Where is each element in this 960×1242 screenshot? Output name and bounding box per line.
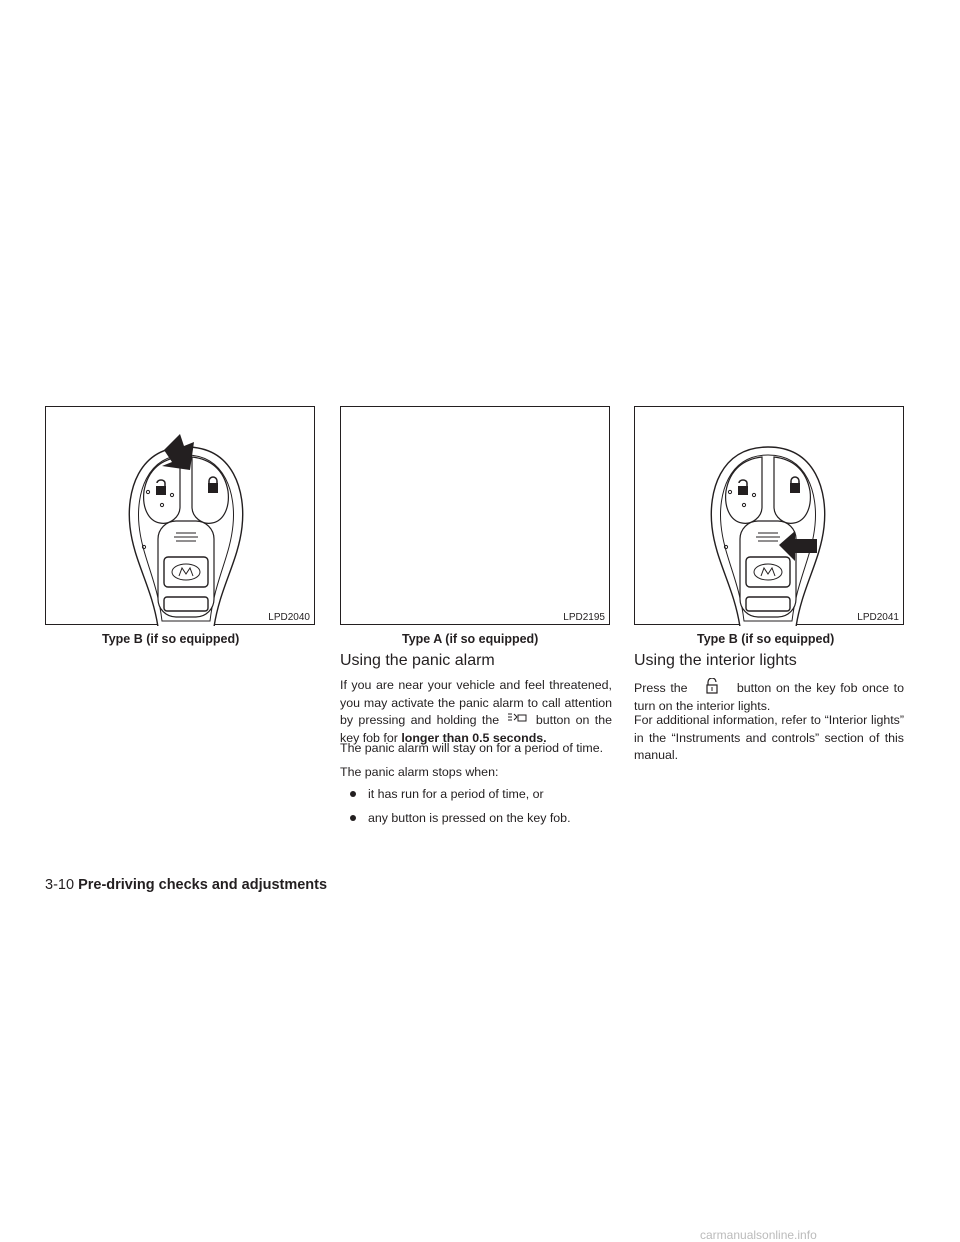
panic-paragraph	[340, 677, 612, 747]
panic-text-a: If you are near your vehicle and feel threatened, you may activate the panic alarm to call attention by pressing and holding the	[340, 678, 612, 727]
panic-button-icon	[505, 712, 531, 726]
key-fob-illustration-icon	[635, 407, 905, 626]
figure-key-fob-unlock	[45, 406, 315, 625]
interior-light-button-icon	[692, 678, 732, 694]
bullet-icon	[350, 815, 356, 821]
page-footer	[45, 877, 327, 893]
bullet-icon	[350, 791, 356, 797]
interior-text-b: button on the key fob once to turn on the interior lights.	[634, 681, 904, 713]
interior-paragraph	[634, 678, 904, 715]
section-title: Pre-driving checks and adjustments	[78, 877, 328, 893]
figure-caption: Type A (if so equipped)	[402, 632, 539, 646]
panic-paragraph-2: The panic alarm will stay on for a period of time.	[340, 741, 604, 755]
watermark: carmanualsonline.info	[700, 1228, 817, 1242]
panic-text-bold: longer than 0.5 seconds.	[401, 730, 547, 745]
interior-text-a: Press the	[634, 681, 688, 695]
figure-caption: Type B (if so equipped)	[697, 632, 835, 646]
panic-text-b: button on the key fob for	[340, 713, 612, 745]
figure-caption: Type B (if so equipped)	[102, 632, 240, 646]
key-fob-illustration-icon	[46, 407, 316, 626]
figure-code: LPD2041	[857, 612, 899, 623]
figure-blank	[340, 406, 610, 625]
section-heading-panic: Using the panic alarm	[340, 652, 495, 669]
panic-paragraph-3: The panic alarm stops when:	[340, 765, 499, 779]
page-number: 3-10	[45, 877, 75, 893]
figure-code: LPD2195	[563, 612, 605, 623]
figure-key-fob-panic	[634, 406, 904, 625]
figure-code: LPD2040	[268, 612, 310, 623]
section-heading-interior: Using the interior lights	[634, 652, 797, 669]
interior-paragraph-2: For additional information, refer to “Interior lights” in the “Instruments and controls” section of this manual.	[634, 713, 904, 762]
arrow-icon	[162, 434, 194, 470]
